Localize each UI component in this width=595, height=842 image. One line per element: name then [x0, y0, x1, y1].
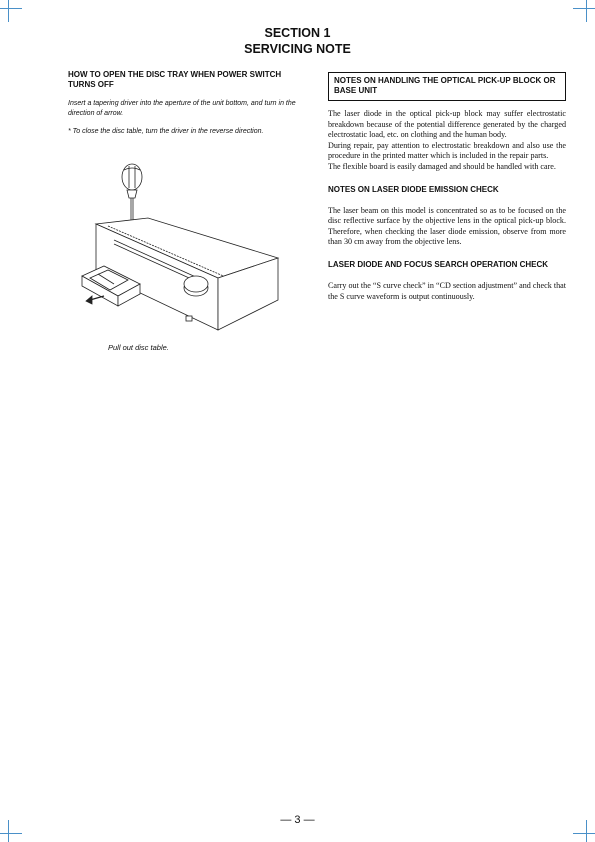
pickup-para-3: The flexible board is easily damaged and should be handled with care.	[328, 161, 556, 171]
figure-caption: Pull out disc table.	[108, 343, 169, 352]
right-column	[328, 72, 566, 302]
page-number: — 3 —	[280, 814, 315, 826]
crop-mark	[573, 833, 595, 834]
disc-tray-illustration	[78, 160, 288, 342]
focus-search-heading: LASER DIODE AND FOCUS SEARCH OPERATION CHECK	[328, 259, 549, 269]
pickup-para-1: The laser diode in the optical pick-up block may suffer electrostatic breakdown because of the potential difference generated by the charged electrostatic load, etc. on clothing and the human body.	[328, 109, 566, 140]
emission-check-para: The laser beam on this model is concentrated so as to be focused on the disc reflective surface by the objective lens in the optical pick-up block. Therefore, when checking the laser diode emission, observe from more than 30 cm away from the objective lens.	[328, 205, 566, 247]
crop-mark	[586, 0, 587, 22]
section-title: SERVICING NOTE	[244, 42, 351, 56]
pickup-para-2: During repair, pay attention to electrostatic breakdown and also use the procedure in the printed matter which is included in the repair parts.	[328, 140, 566, 161]
emission-check-heading: NOTES ON LASER DIODE EMISSION CHECK	[328, 184, 499, 194]
crop-mark	[573, 8, 595, 9]
crop-mark	[0, 8, 22, 9]
disc-tray-heading: HOW TO OPEN THE DISC TRAY WHEN POWER SWITCH TURNS OFF	[68, 70, 282, 89]
focus-search-para: Carry out the “S curve check” in “CD section adjustment” and check that the S curve waveform is output continuously.	[328, 280, 566, 301]
section-number: SECTION 1	[264, 26, 331, 40]
arrow-icon	[86, 296, 104, 304]
left-column	[68, 70, 308, 137]
pickup-notes-box: NOTES ON HANDLING THE OPTICAL PICK-UP BLOCK OR BASE UNIT	[328, 72, 566, 101]
reverse-note: * To close the disc table, turn the driver in the reverse direction.	[68, 128, 264, 135]
instruction-text: Insert a tapering driver into the aperture of the unit bottom, and turn in the direction of arrow.	[68, 100, 296, 117]
crop-mark	[0, 833, 22, 834]
crop-mark	[8, 0, 9, 22]
